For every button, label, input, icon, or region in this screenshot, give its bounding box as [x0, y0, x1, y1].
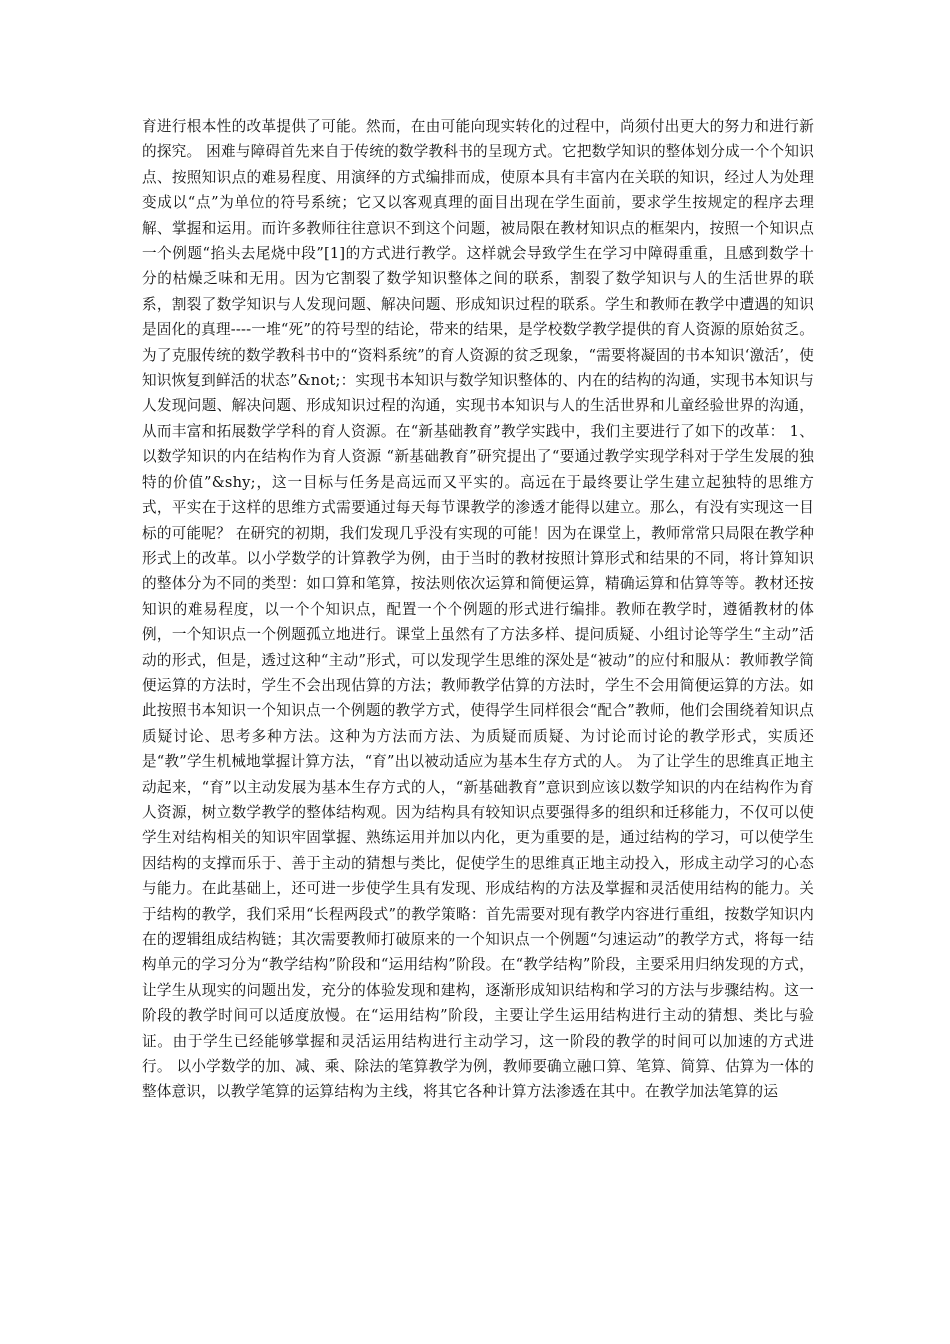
document-page	[142, 114, 814, 1105]
body-paragraph: 育进行根本性的改革提供了可能。然而，在由可能向现实转化的过程中，尚须付出更大的努力和进行新的探究。 困难与障碍首先来自于传统的数学教科书的呈现方式。它把数学知识的整体划分成一个个知识点、按照知识点的难易程度、用演绎的方式编排而成，使原本具有丰富内在关联的知识，经过人为处理变成以“点”为单位的符号系统；它又以客观真理的面目出现在学生面前，要求学生按规定的程序去理解、掌握和运用。而许多教师往往意识不到这个问题，被局限在教材知识点的框架内，按照一个知识点一个例题“掐头去尾烧中段”[1]的方式进行教学。这样就会导致学生在学习中障碍重重，且感到数学十分的枯燥乏味和无用。因为它割裂了数学知识整体之间的联系，割裂了数学知识与人的生活世界的联系，割裂了数学知识与人发现问题、解决问题、形成知识过程的联系。学生和教师在教学中遭遇的知识是固化的真理----一堆“死”的符号型的结论，带来的结果，是学校数学教学提供的育人资源的原始贫乏。 为了克服传统的数学教科书中的“资料系统”的育人资源的贫乏现象，“需要将凝固的书本知识‘激活’，使知识恢复到鲜活的状态”&not;：实现书本知识与数学知识整体的、内在的结构的沟通，实现书本知识与人发现问题、解决问题、形成知识过程的沟通，实现书本知识与人的生活世界和儿童经验世界的沟通，从而丰富和拓展数学学科的育人资源。在“新基础教育”教学实践中，我们主要进行了如下的改革： 1、 以数学知识的内在结构作为育人资源 “新基础教育”研究提出了“要通过教学实现学科对于学生发展的独特的价值”&shy;，这一目标与任务是高远而又平实的。高远在于最终要让学生建立起独特的思维方式，平实在于这样的思维方式需要通过每天每节课教学的渗透才能得以建立。那么，有没有实现这一目标的可能呢？ 在研究的初期，我们发现几乎没有实现的可能！因为在课堂上，教师常常只局限在教学种形式上的改革。以小学数学的计算教学为例，由于当时的教材按照计算形式和结果的不同，将计算知识的整体分为不同的类型：如口算和笔算，按法则依次运算和简便运算，精确运算和估算等等。教材还按知识的难易程度，以一个个知识点，配置一个个例题的形式进行编排。教师在教学时，遵循教材的体例，一个知识点一个例题孤立地进行。课堂上虽然有了方法多样、提问质疑、小组讨论等学生“主动”活动的形式，但是，透过这种“主动”形式，可以发现学生思维的深处是“被动”的应付和服从：教师教学简便运算的方法时，学生不会出现估算的方法；教师教学估算的方法时，学生不会用简便运算的方法。如此按照书本知识一个知识点一个例题的教学方式，使得学生同样很会“配合”教师，他们会围绕着知识点质疑讨论、思考多种方法。这种为方法而方法、为质疑而质疑、为讨论而讨论的教学形式，实质还是“教”学生机械地掌握计算方法，“育”出以被动适应为基本生存方式的人。 为了让学生的思维真正地主动起来，“育”以主动发展为基本生存方式的人，“新基础教育”意识到应该以数学知识的内在结构作为育人资源，树立数学教学的整体结构观。因为结构具有较知识点要强得多的组织和迁移能力，不仅可以使学生对结构相关的知识牢固掌握、熟练运用并加以内化，更为重要的是，通过结构的学习，可以使学生因结构的支撑而乐于、善于主动的猜想与类比，促使学生的思维真正地主动投入，形成主动学习的心态与能力。在此基础上，还可进一步使学生具有发现、形成结构的方法及掌握和灵活使用结构的能力。关于结构的教学，我们采用“长程两段式”的教学策略：首先需要对现有教学内容进行重组，按数学知识内在的逻辑组成结构链；其次需要教师打破原来的一个知识点一个例题“匀速运动”的教学方式，将每一结构单元的学习分为“教学结构”阶段和“运用结构”阶段。在“教学结构”阶段，主要采用归纳发现的方式，让学生从现实的问题出发，充分的体验发现和建构，逐渐形成知识结构和学习的方法与步骤结构。这一阶段的教学时间可以适度放慢。在“运用结构”阶段，主要让学生运用结构进行主动的猜想、类比与验证。由于学生已经能够掌握和灵活运用结构进行主动学习，这一阶段的教学的时间可以加速的方式进行。 以小学数学的加、减、乘、除法的笔算教学为例，教师要确立融口算、笔算、简算、估算为一体的整体意识，以教学笔算的运算结构为主线，将其它各种计算方法渗透在其中。在教学加法笔算的运	[142, 118, 814, 1101]
